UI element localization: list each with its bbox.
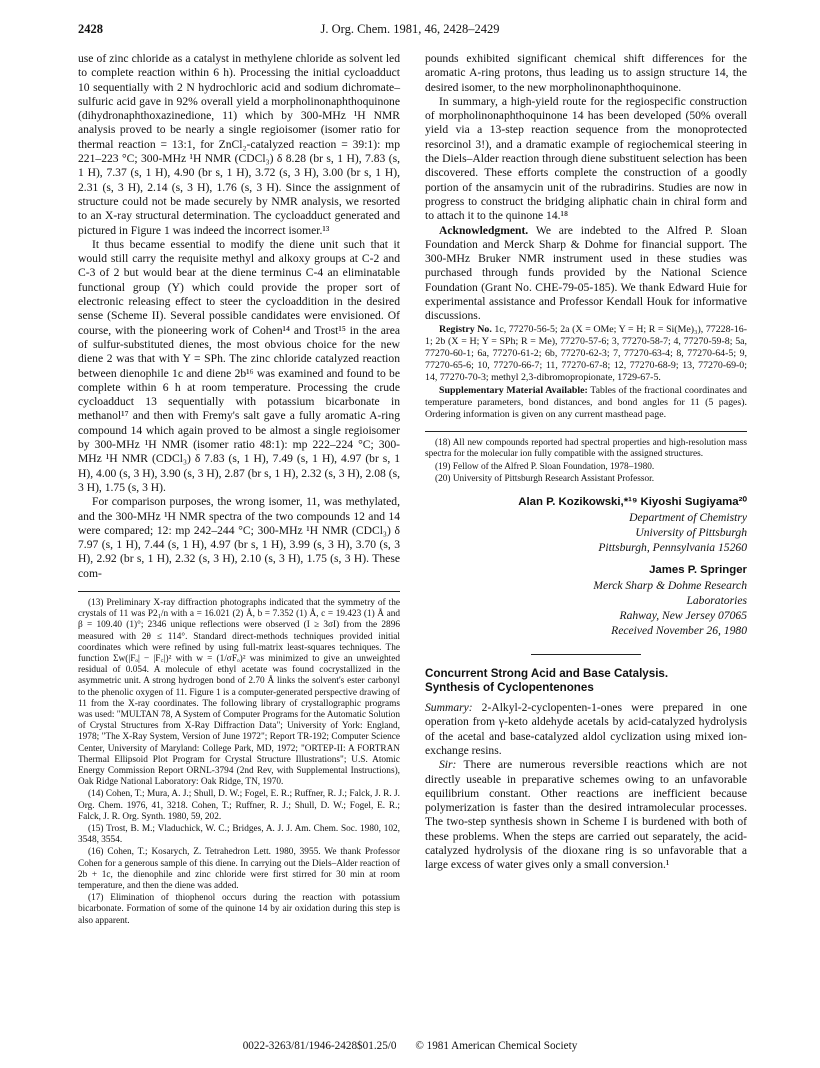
- footer-copyright: © 1981 American Chemical Society: [415, 1040, 578, 1052]
- affiliation-line: Pittsburgh, Pennsylvania 15260: [598, 541, 747, 555]
- received-date: Received November 26, 1980: [611, 624, 747, 638]
- affiliation-line: Rahway, New Jersey 07065: [619, 609, 747, 623]
- acknowledgment-text: We are indebted to the Alfred P. Sloan Foundation and Merck Sharp & Dohme for financial support. The 300-MHz Bruker NMR instrument used in these studies was purchased through funds provided by the National Science Foundation (Grant No. CHE-79-05-185). We thank Edward Huie for experimental assistance and Professor Kendall Houk for informative discussions.: [425, 223, 747, 323]
- acknowledgment-label: Acknowledgment.: [439, 223, 529, 237]
- footer-code: 0022-3263/81/1946-2428$01.25/0: [242, 1040, 397, 1052]
- next-article-title-line: Synthesis of Cyclopentenones: [425, 681, 594, 695]
- supplementary-label: Supplementary Material Available:: [439, 384, 588, 396]
- footnote: (17) Elimination of thiophenol occurs during the reaction with potassium bicarbonate. Formation of some of the quinone 14 by air oxidation during this step is also apparent.: [78, 893, 400, 926]
- next-article-title: [425, 667, 747, 695]
- registry-numbers: [425, 324, 747, 385]
- author-names: Alan P. Kozikowski,*¹⁹ Kiyoshi Sugiyama²⁰: [518, 496, 747, 509]
- summary-text: 2-Alkyl-2-cyclopenten-1-ones were prepared in one operation from γ-keto aldehyde acetals by acid-catalyzed hydrolysis of the acetal and base-catalyzed aldol cyclization using mixed ion-exchange resins.: [425, 701, 747, 757]
- footnote: (15) Trost, B. M.; Vladuchick, W. C.; Bridges, A. J. J. Am. Chem. Soc. 1980, 102, 3548, 3554.: [78, 824, 400, 846]
- body-paragraph: In summary, a high-yield route for the regiospecific construction of morpholinonaphthoquinone 14 has been developed (50% overall yield via a 13-step reaction sequence from the monoprotected resorcinol 3!), and a dramatic example of regiochemical steering in the Diels–Alder reaction through diene substituent selection has been discovered. These efforts complete the construction of a goodly portion of the ansamycin unit of the rubradirins. Studies are now in progress to construct the bridging aliphatic chain in chiral form and to attach it to the quinone 14.¹⁸: [425, 94, 747, 223]
- page-number: 2428: [78, 22, 103, 36]
- footnote-divider: [78, 591, 400, 592]
- left-column: [78, 52, 400, 928]
- registry-label: Registry No.: [439, 323, 492, 335]
- article-summary: [425, 701, 747, 758]
- footnote: (20) University of Pittsburgh Research Assistant Professor.: [435, 473, 655, 484]
- affiliation-line: Department of Chemistry: [629, 511, 747, 525]
- acknowledgment: [425, 224, 747, 324]
- article-divider: [531, 654, 641, 655]
- affiliation-line: Merck Sharp & Dohme Research: [593, 579, 747, 593]
- page-header: [78, 22, 742, 40]
- footnote: (18) All new compounds reported had spectral properties and high-resolution mass spectra for the molecular ion fully compatible with the assigned structures.: [425, 438, 747, 460]
- sir-text: There are numerous reversible reactions which are not directly useable in preparative schemes owing to an unfavorable equilibrium constant. Other reactions are inefficient because polymerization is faster than the desired intramolecular processes. The two-step synthesis shown in Scheme I is burdened with both of these problems. When the steps are carried out separately, the acid-catalyzed hydrolysis of the dioxane ring is so unfavorable that a large excess of water gives only a small conversion.¹: [425, 758, 747, 872]
- next-article-title-line: Concurrent Strong Acid and Base Catalysis.: [425, 667, 669, 681]
- author-block: [425, 495, 747, 638]
- footnote: (13) Preliminary X-ray diffraction photographs indicated that the symmetry of the crystals of 11 was P2₁/n with a = 16.021 (2) Å, b = 7.352 (1) Å, c = 19.423 (1) Å and β = 109.40 (1)°; 2346 unique reflections were observed (I ≥ 3σI) from the 2896 measured with 2θ ≤ 114°. Standard direct-methods techniques provided initial coordinates which were refined by using full-matrix least-squares techniques. The function Σw(|Fₒ| − |F꜀|)² with w = (1/σFₒ)² was minimized to give an unweighted residual of 0.054. A molecule of ethyl acetate was found cocrystallized in the asymmetric unit. A strong hydrogen bond of 2.70 Å links the solvent's ester carbonyl to the phenolic oxygen of 11. Figure 1 is a computer-generated perspective drawing of 11 from the X-ray coordinates. The following library of crystallographic programs was used: "MULTAN 78, A System of Computer Programs for the Automatic Solution of Crystal Structures from X-Ray Diffraction Data"; University of York: England, 1978; "The X-Ray System, Version of June 1972"; Report TR-192; Computer Science Center, University of Maryland: College Park, MD, 1972; "ORTEP-II: A FORTRAN Thermal Ellipsoid Plot Program for Crystal Structure Illustrations"; U.S. Atomic Energy Commission Report ORNL-3794 (2nd Rev, with Supplemental Instructions), Oak Ridge National Laboratory: Oak Ridge, TN, 1970.: [78, 597, 400, 788]
- registry-text: 1c, 77270-56-5; 2a (X = OMe; Y = H; R = Si(Me)₃), 77228-16-1; 2b (X = H; Y = SPh; R = Me), 77270-57-6; 3, 77270-58-7; 4, 77270-59-8; 5a, 77270-60-1; 6a, 77270-61-2; 6b, 77270-62-3; 7, 77270-63-4; 8, 77270-64-5; 9, 77270-65-6; 10, 77270-66-7; 11, 77270-67-8; 12, 77270-68-9; 13, 77270-69-0; 14, 77270-70-3; methyl 2,3-dibromopropionate, 1729-67-5.: [425, 323, 747, 384]
- body-paragraph: For comparison purposes, the wrong isomer, 11, was methylated, and the 300-MHz ¹H NMR spectra of the two compounds 12 and 14 were compared; 12: mp 242–244 °C; 300-MHz ¹H NMR (CDCl₃) δ 7.97 (s, 1 H), 7.44 (s, 1 H), 4.97 (br s, 1 H), 3.99 (s, 3 H), 3.70 (s, 3 H), 2.92 (br s, 1 H), 2.32 (s, 3 H), 2.10 (s, 3 H), 1.75 (s, 3 H). These com-: [78, 495, 400, 580]
- footnote-divider: [425, 431, 747, 432]
- footnote: (14) Cohen, T.; Mura, A. J.; Shull, D. W.; Fogel, E. R.; Ruffner, R. J.; Falck, J. R. J. Org. Chem. 1976, 41, 3218. Cohen, T.; Ruffner, R. J.; Shull, D. W.; Fogel, E. R.; Falck, J. R. Org. Synth. 1980, 59, 202.: [78, 789, 400, 822]
- right-column: [425, 52, 747, 873]
- journal-citation: J. Org. Chem. 1981, 46, 2428–2429: [320, 22, 500, 36]
- footnotes: [425, 438, 747, 485]
- body-paragraph: [425, 758, 747, 872]
- summary-label: Summary:: [425, 701, 473, 715]
- footnotes: [78, 598, 400, 927]
- page-footer: [78, 1040, 742, 1052]
- author-names: James P. Springer: [649, 564, 747, 577]
- footnote: (19) Fellow of the Alfred P. Sloan Foundation, 1978–1980.: [435, 461, 655, 472]
- body-paragraph: pounds exhibited significant chemical shift differences for the aromatic A-ring protons, thus leading us to assign structure 14, the desired isomer, to the new morpholinonaphthoquinone.: [425, 52, 747, 94]
- supplementary-text: Tables of the fractional coordinates and temperature parameters, bond distances, and bond angles for 11 (5 pages). Ordering information is given on any current masthead page.: [425, 384, 747, 421]
- footnote: (16) Cohen, T.; Kosarych, Z. Tetrahedron Lett. 1980, 3955. We thank Professor Cohen for a generous sample of this diene. In carrying out the Diels–Alder reaction of 2b + 1c, the dienophile and zinc chloride were first stirred for 30 min at room temperature, and then the diene was added.: [78, 847, 400, 892]
- sir-label: Sir:: [439, 758, 457, 772]
- body-paragraph: use of zinc chloride as a catalyst in methylene chloride as solvent led to complete reaction within 6 h). Processing the initial cycloadduct 10 sequentially with 2 N hydrochloric acid and sodium dichromate–sulfuric acid gave in 92% overall yield a morpholinonaphthoquinone (dihydronaphthoxazinedione, 11) which by 300-MHz ¹H NMR analysis proved to be nearly a single regioisomer (isomer ratio for thermal reaction = 13:1, for ZnCl₂-catalyzed reaction = 39:1): mp 221–223 °C; 300-MHz ¹H NMR (CDCl₃) δ 8.28 (br s, 1 H), 7.83 (s, 1 H), 7.37 (s, 1 H), 4.90 (br s, 1 H), 3.72 (s, 3 H), 3.00 (br s, 1 H), 2.31 (s, 3 H), 2.14 (s, 3 H), 1.76 (s, 3 H). Since the assignment of structure could not be made securely by NMR analysis, we resorted to an X-ray structural determination. The cycloadduct generated and pictured in Figure 1 was indeed the incorrect isomer.¹³: [78, 52, 400, 237]
- affiliation-line: University of Pittsburgh: [635, 526, 747, 540]
- affiliation-line: Laboratories: [686, 594, 747, 608]
- supplementary-material: [425, 385, 747, 422]
- body-paragraph: It thus became essential to modify the diene unit such that it would still carry the requisite methyl and alkoxy groups at C-2 and C-3 of 2 but would bear at the diene terminus C-4 an eliminatable functional group (Y) which could provide the proper sort of electronic releasing effect to steer the cycloaddition in the desired sense (Scheme II). Several possible candidates were envisioned. Of course, with the pioneering work of Cohen¹⁴ and Trost¹⁵ in the area of sulfur-substituted dienes, the most obvious choice for the new diene 2 was that with Y = SPh. The zinc chloride catalyzed reaction between dienophile 1c and diene 2b¹⁶ was examined and found to be complete within 6 h at room temperature. Processing the crude cycloadduct 13 sequentially with potassium bicarbonate in methanol¹⁷ and then with Fremy's salt gave a fully aromatic A-ring compound 14 which again proved to be almost a single regioisomer by 300-MHz ¹H NMR (isomer ratio 48:1): mp 222–224 °C; 300-MHz ¹H NMR (CDCl₃) δ 7.83 (s, 1 H), 7.49 (s, 1 H), 4.97 (br s, 1 H), 4.00 (s, 3 H), 3.90 (s, 3 H), 2.87 (br s, 1 H), 2.32 (s, 3 H), 2.08 (s, 3 H), 1.75 (s, 3 H).: [78, 237, 400, 494]
